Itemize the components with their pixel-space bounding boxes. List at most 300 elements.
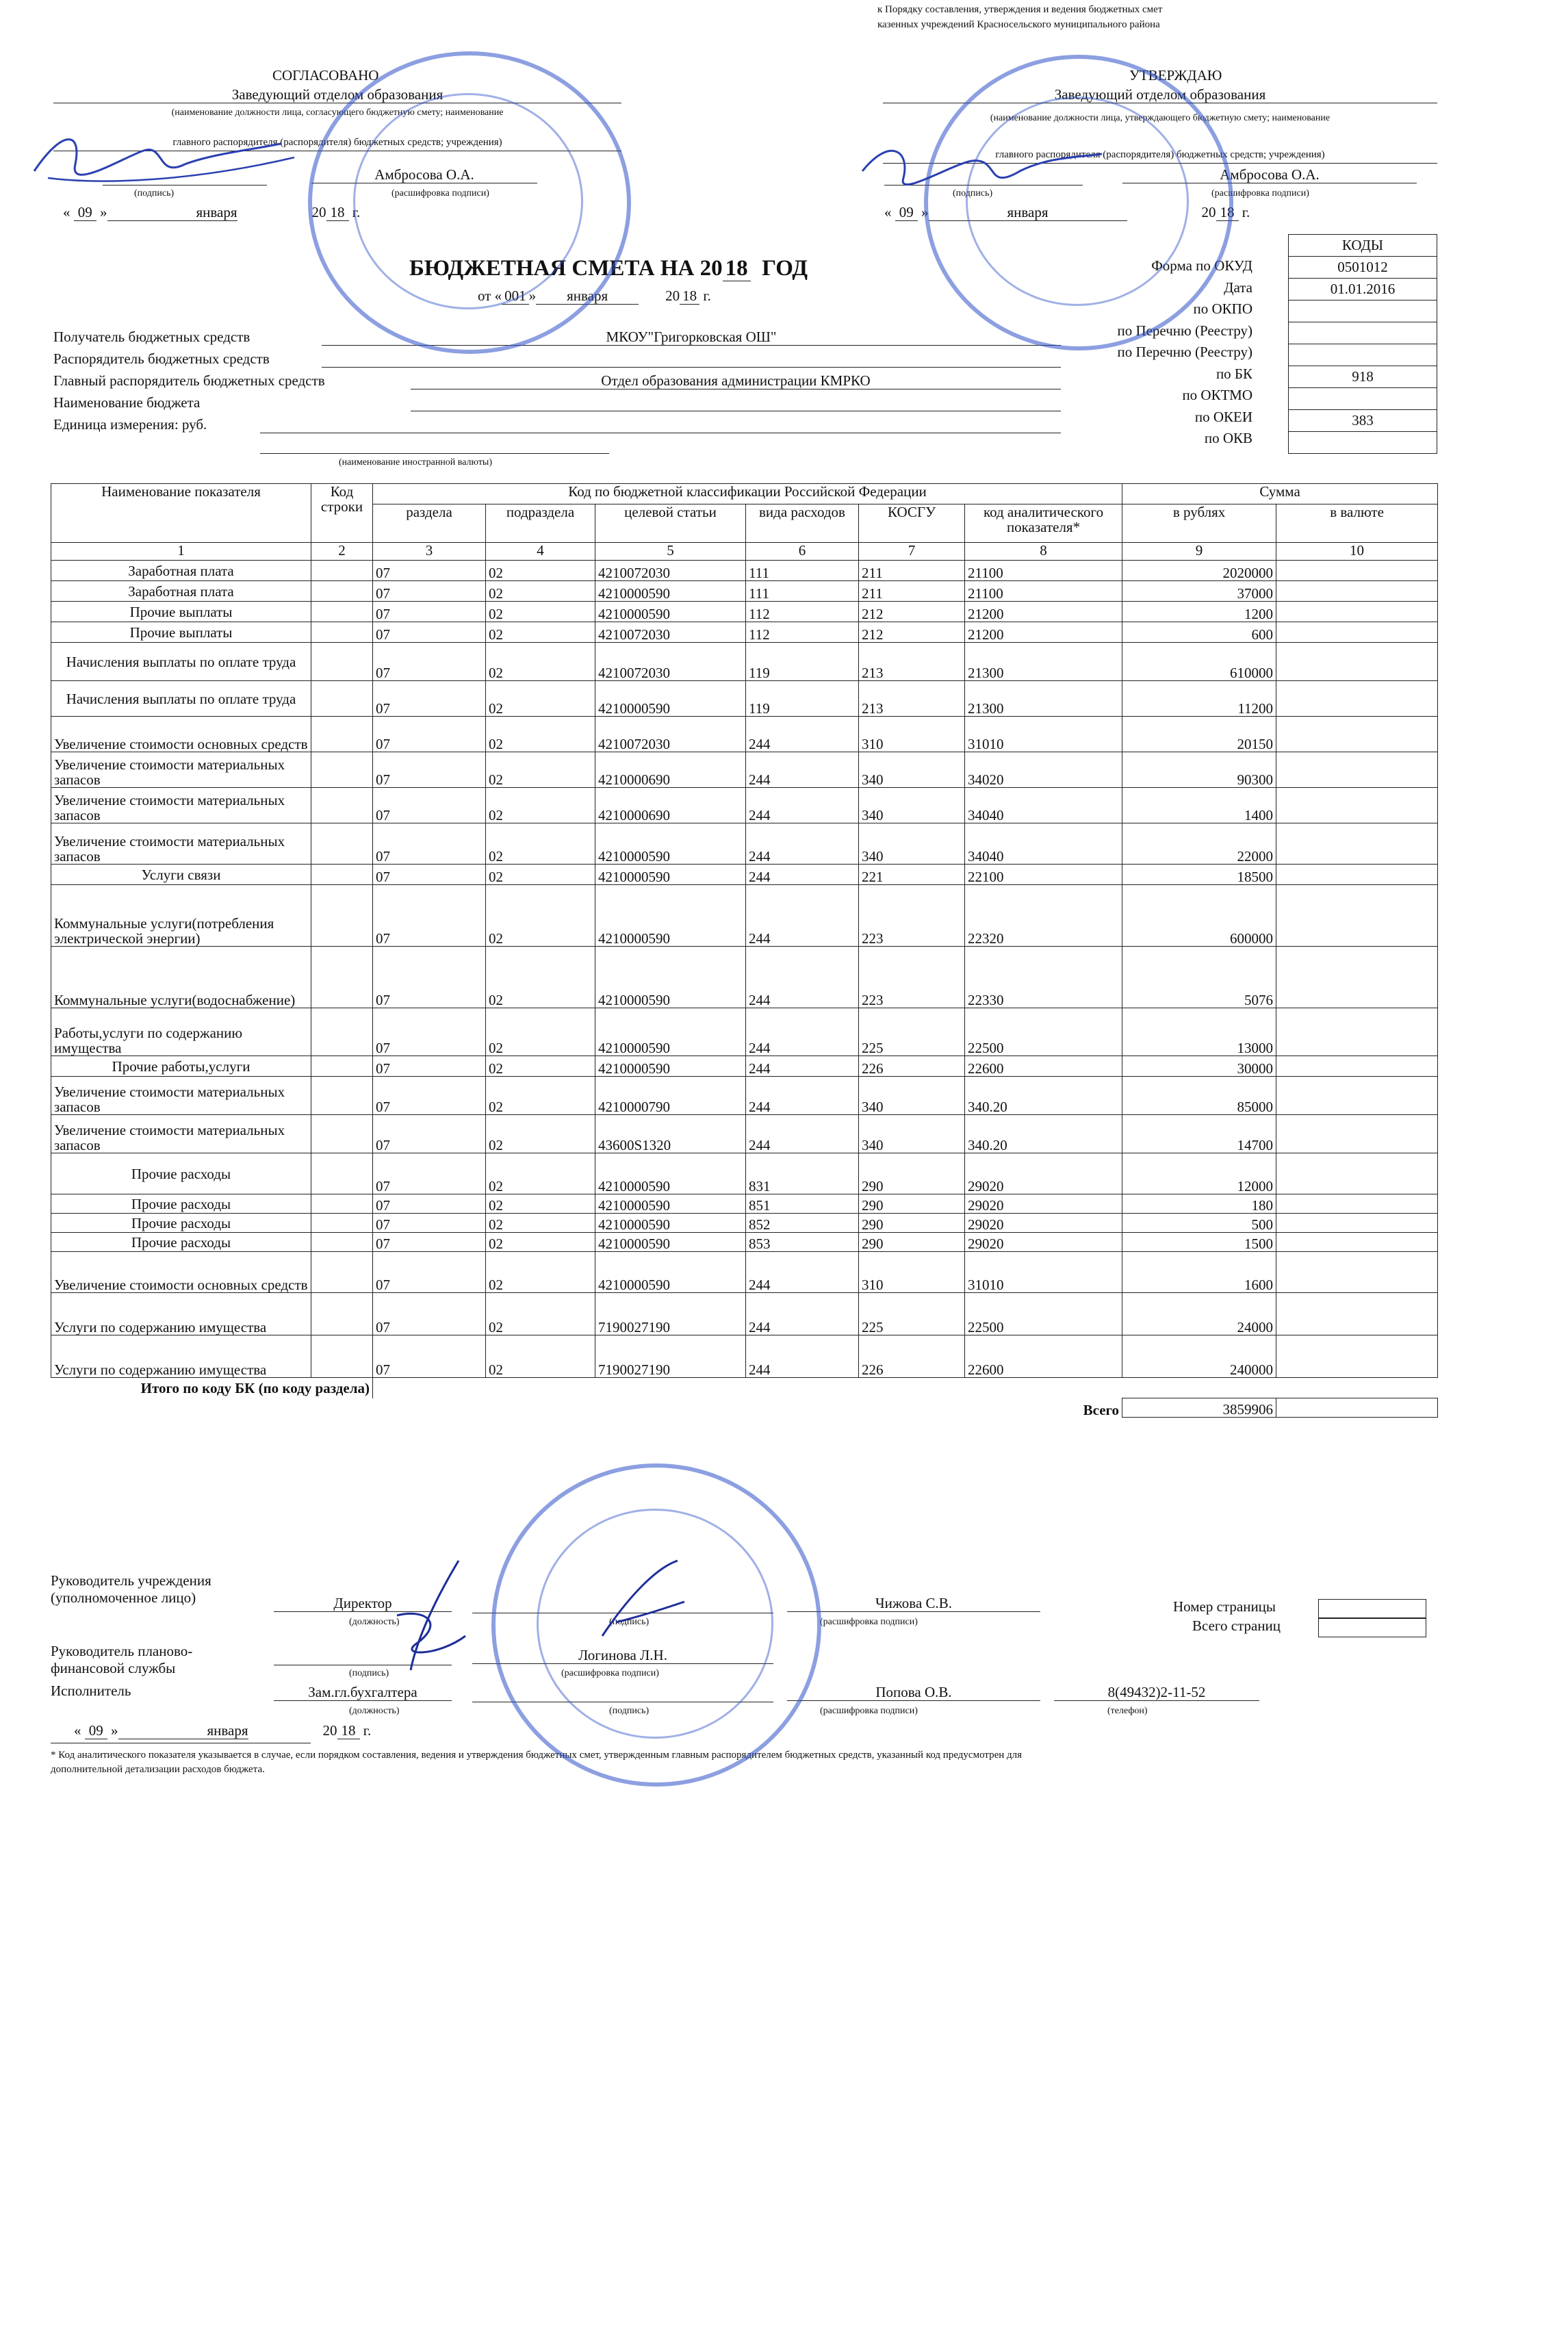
row-name: Прочие выплаты — [51, 602, 311, 622]
field-label-recipient: Получатель бюджетных средств — [53, 329, 250, 345]
row-sub: 02 — [486, 1214, 595, 1233]
row-exp: 244 — [746, 947, 859, 1008]
total-bk-label: Итого по коду БК (по коду раздела) — [51, 1378, 373, 1398]
table-row — [51, 1115, 1438, 1153]
grand-total-sum: 3859906 — [1122, 1398, 1276, 1418]
table-row — [51, 1214, 1438, 1233]
row-code — [311, 1115, 373, 1153]
code-value-bk: 918 — [1288, 366, 1437, 388]
exec-cap-position: (должность) — [349, 1706, 400, 1716]
row-sec: 07 — [373, 1008, 486, 1056]
code-label-okud: Форма по ОКУД — [1151, 257, 1252, 274]
row-sum-rub: 1600 — [1122, 1252, 1276, 1293]
row-sum-rub: 1500 — [1122, 1233, 1276, 1252]
table-row — [51, 885, 1438, 947]
row-target: 43600S1320 — [595, 1115, 746, 1153]
row-kosgu: 290 — [859, 1233, 965, 1252]
row-sub: 02 — [486, 1115, 595, 1153]
row-kosgu: 225 — [859, 1293, 965, 1335]
header-analytic: код аналитического показателя* — [965, 504, 1122, 543]
code-value-okei: 383 — [1288, 410, 1437, 432]
table-row — [51, 681, 1438, 717]
col-num-3: 3 — [373, 543, 486, 561]
row-code — [311, 788, 373, 823]
fin-cap-sign: (подпись) — [349, 1668, 389, 1678]
head-label-1: Руководитель учреждения — [51, 1572, 211, 1589]
page-number-label: Номер страницы — [1173, 1598, 1276, 1615]
exec-cap-sign: (подпись) — [609, 1706, 650, 1716]
row-name: Заработная плата — [51, 581, 311, 602]
row-sub: 02 — [486, 1252, 595, 1293]
row-name: Прочие расходы — [51, 1233, 311, 1252]
row-code — [311, 1194, 373, 1214]
sig-year-suffix: г. — [363, 1722, 372, 1739]
row-an: 34040 — [965, 788, 1122, 823]
header-expense-type: вида расходов — [746, 504, 859, 543]
row-kosgu: 310 — [859, 717, 965, 752]
row-target: 4210000590 — [595, 1056, 746, 1077]
seal-stamp-bottom — [491, 1463, 821, 1787]
row-kosgu: 340 — [859, 823, 965, 865]
grand-total-currency — [1276, 1398, 1438, 1418]
row-kosgu: 211 — [859, 581, 965, 602]
total-bk-empty — [1122, 1378, 1276, 1398]
row-target: 4210000690 — [595, 788, 746, 823]
row-sum-rub: 22000 — [1122, 823, 1276, 865]
col-num-10: 10 — [1276, 543, 1438, 561]
row-kosgu: 213 — [859, 643, 965, 681]
row-target: 7190027190 — [595, 1335, 746, 1378]
row-an: 34020 — [965, 752, 1122, 788]
total-bk-empty — [595, 1378, 746, 1398]
field-label-budget: Наименование бюджета — [53, 394, 201, 411]
field-value-budget — [411, 394, 1061, 411]
row-kosgu: 340 — [859, 1077, 965, 1115]
row-sum-currency — [1276, 1115, 1438, 1153]
row-an: 21200 — [965, 602, 1122, 622]
row-exp: 244 — [746, 865, 859, 885]
doc-date-month: января — [536, 287, 639, 305]
header-code: Код строки — [311, 484, 373, 543]
row-name: Увеличение стоимости материальных запасов — [51, 788, 311, 823]
fin-label-1: Руководитель планово- — [51, 1643, 193, 1659]
table-row — [51, 643, 1438, 681]
approved-month: января — [929, 204, 1127, 221]
row-sum-rub: 11200 — [1122, 681, 1276, 717]
row-exp: 119 — [746, 681, 859, 717]
total-bk-empty — [746, 1378, 859, 1398]
row-an: 29020 — [965, 1194, 1122, 1214]
agreed-signature-line — [103, 183, 267, 186]
row-name: Прочие выплаты — [51, 622, 311, 643]
doc-date-suffix: г. — [703, 287, 711, 304]
row-sum-rub: 610000 — [1122, 643, 1276, 681]
row-sum-currency — [1276, 643, 1438, 681]
row-sub: 02 — [486, 643, 595, 681]
table-row — [51, 561, 1438, 581]
row-sub: 02 — [486, 717, 595, 752]
table-row — [51, 1008, 1438, 1056]
row-name: Услуги связи — [51, 865, 311, 885]
row-exp: 244 — [746, 823, 859, 865]
row-sum-rub: 20150 — [1122, 717, 1276, 752]
head-cap-sign: (подпись) — [609, 1617, 650, 1627]
doc-date-prefix: от « — [478, 287, 502, 304]
row-target: 4210000590 — [595, 865, 746, 885]
row-sum-rub: 180 — [1122, 1194, 1276, 1214]
row-exp: 244 — [746, 885, 859, 947]
code-label-bk: по БК — [1216, 365, 1252, 382]
table-row — [51, 1233, 1438, 1252]
exec-name: Попова О.В. — [787, 1684, 1040, 1701]
row-sub: 02 — [486, 788, 595, 823]
row-sum-rub: 90300 — [1122, 752, 1276, 788]
fin-signature-line — [274, 1663, 452, 1665]
col-num-5: 5 — [595, 543, 746, 561]
row-kosgu: 310 — [859, 1252, 965, 1293]
row-sub: 02 — [486, 1008, 595, 1056]
row-an: 21300 — [965, 643, 1122, 681]
col-num-2: 2 — [311, 543, 373, 561]
row-sum-rub: 1400 — [1122, 788, 1276, 823]
row-sec: 07 — [373, 1077, 486, 1115]
row-sec: 07 — [373, 602, 486, 622]
agreed-year: 18 — [326, 204, 349, 221]
row-kosgu: 340 — [859, 752, 965, 788]
doc-title-suffix: ГОД — [762, 256, 808, 281]
row-sum-currency — [1276, 1056, 1438, 1077]
row-code — [311, 581, 373, 602]
doc-date-year-prefix: 20 — [665, 287, 680, 304]
row-name: Прочие расходы — [51, 1214, 311, 1233]
exec-position: Зам.гл.бухгалтера — [274, 1684, 452, 1701]
row-target: 4210072030 — [595, 643, 746, 681]
row-an: 29020 — [965, 1214, 1122, 1233]
row-target: 4210000590 — [595, 1153, 746, 1194]
currency-line — [260, 452, 609, 454]
table-row — [51, 865, 1438, 885]
approved-date: « 09 » января 20 18 г. — [884, 204, 1250, 220]
row-sum-rub: 13000 — [1122, 1008, 1276, 1056]
doc-title-text: БЮДЖЕТНАЯ СМЕТА НА 20 — [409, 256, 723, 281]
row-sec: 07 — [373, 681, 486, 717]
row-sec: 07 — [373, 1293, 486, 1335]
fin-name: Логинова Л.Н. — [472, 1647, 773, 1664]
footnote-line-2: дополнительной детализации расходов бюджета. — [51, 1764, 265, 1775]
row-sub: 02 — [486, 622, 595, 643]
row-code — [311, 602, 373, 622]
row-exp: 244 — [746, 1252, 859, 1293]
row-sec: 07 — [373, 643, 486, 681]
row-an: 31010 — [965, 1252, 1122, 1293]
row-kosgu: 290 — [859, 1214, 965, 1233]
row-an: 22100 — [965, 865, 1122, 885]
row-target: 4210000590 — [595, 1214, 746, 1233]
head-label-2: (уполномоченное лицо) — [51, 1589, 196, 1606]
row-target: 4210000790 — [595, 1077, 746, 1115]
head-name: Чижова С.В. — [787, 1595, 1040, 1612]
row-sub: 02 — [486, 1194, 595, 1214]
doc-title-year: 18 — [723, 256, 751, 281]
signature-approved — [856, 130, 1116, 212]
row-code — [311, 1252, 373, 1293]
row-name: Начисления выплаты по оплате труда — [51, 681, 311, 717]
row-kosgu: 212 — [859, 622, 965, 643]
row-sub: 02 — [486, 1335, 595, 1378]
signatures-date: « 09 » января 20 18 г. — [74, 1722, 372, 1739]
row-code — [311, 1214, 373, 1233]
row-sum-rub: 600000 — [1122, 885, 1276, 947]
row-target: 4210000590 — [595, 885, 746, 947]
row-sub: 02 — [486, 1077, 595, 1115]
field-label-manager: Распорядитель бюджетных средств — [53, 350, 270, 367]
exec-cap-name: (расшифровка подписи) — [820, 1706, 918, 1716]
row-target: 4210000590 — [595, 823, 746, 865]
row-sum-rub: 14700 — [1122, 1115, 1276, 1153]
row-sum-currency — [1276, 602, 1438, 622]
col-num-7: 7 — [859, 543, 965, 561]
pages-total-box — [1318, 1618, 1426, 1637]
row-sec: 07 — [373, 1335, 486, 1378]
header-currency: в валюте — [1276, 504, 1438, 543]
header-note-line-1: к Порядку составления, утверждения и ведения бюджетных смет — [877, 4, 1163, 15]
agreed-cap-name: (расшифровка подписи) — [391, 188, 489, 199]
header-subsection: подраздела — [486, 504, 595, 543]
header-name: Наименование показателя — [51, 484, 311, 543]
agreed-day: 09 — [74, 204, 97, 221]
row-sub: 02 — [486, 1153, 595, 1194]
row-sum-rub: 12000 — [1122, 1153, 1276, 1194]
row-exp: 111 — [746, 561, 859, 581]
row-sec: 07 — [373, 1214, 486, 1233]
row-sec: 07 — [373, 561, 486, 581]
row-an: 22500 — [965, 1293, 1122, 1335]
row-sec: 07 — [373, 1233, 486, 1252]
field-value-unit — [260, 416, 1061, 433]
agreed-date: « 09 » января 20 18 г. — [63, 204, 361, 220]
table-row — [51, 602, 1438, 622]
row-an: 22500 — [965, 1008, 1122, 1056]
code-labels — [1117, 255, 1252, 450]
row-code — [311, 681, 373, 717]
row-code — [311, 643, 373, 681]
agreed-title: СОГЛАСОВАНО — [272, 67, 379, 84]
row-code — [311, 865, 373, 885]
exec-cap-phone: (телефон) — [1107, 1706, 1148, 1716]
row-sum-currency — [1276, 1194, 1438, 1214]
total-bk-empty — [486, 1378, 595, 1398]
signature-fin — [589, 1554, 698, 1650]
row-an: 22600 — [965, 1335, 1122, 1378]
fin-cap-name: (расшифровка подписи) — [561, 1668, 659, 1678]
total-bk-empty — [1276, 1378, 1438, 1398]
grand-total-label: Всего — [1083, 1401, 1120, 1418]
row-code — [311, 622, 373, 643]
table-row — [51, 1335, 1438, 1378]
row-sum-rub: 37000 — [1122, 581, 1276, 602]
row-sec: 07 — [373, 1194, 486, 1214]
agreed-month: января — [107, 204, 237, 221]
sig-day: 09 — [85, 1722, 107, 1739]
row-sum-currency — [1276, 622, 1438, 643]
row-target: 4210000590 — [595, 947, 746, 1008]
table-row — [51, 1056, 1438, 1077]
budget-table-body — [51, 561, 1438, 1418]
code-value-date: 01.01.2016 — [1288, 279, 1437, 300]
doc-date — [478, 287, 711, 305]
table-row — [51, 581, 1438, 602]
row-an: 22600 — [965, 1056, 1122, 1077]
code-label-registry-2: по Перечню (Реестру) — [1117, 344, 1252, 360]
agreed-year-suffix: г. — [352, 204, 361, 220]
header-numbers-row — [51, 543, 1438, 561]
row-kosgu: 223 — [859, 947, 965, 1008]
header-target: целевой статьи — [595, 504, 746, 543]
row-sum-currency — [1276, 1252, 1438, 1293]
row-sum-currency — [1276, 717, 1438, 752]
row-code — [311, 1077, 373, 1115]
row-name: Прочие расходы — [51, 1153, 311, 1194]
row-kosgu: 221 — [859, 865, 965, 885]
row-target: 4210000590 — [595, 1008, 746, 1056]
row-sum-currency — [1276, 561, 1438, 581]
row-sum-currency — [1276, 947, 1438, 1008]
field-value-recipient: МКОУ"Григорковская ОШ" — [322, 329, 1061, 346]
sig-year-prefix: 20 — [322, 1722, 337, 1739]
row-kosgu: 340 — [859, 788, 965, 823]
approved-year: 18 — [1216, 204, 1239, 221]
header-note-line-2: казенных учреждений Красносельского муниципального района — [877, 19, 1160, 30]
row-sum-rub: 30000 — [1122, 1056, 1276, 1077]
row-sum-currency — [1276, 865, 1438, 885]
row-sub: 02 — [486, 865, 595, 885]
doc-date-mid: » — [528, 287, 537, 304]
pages-total-label: Всего страниц — [1192, 1617, 1281, 1634]
row-name: Увеличение стоимости основных средств — [51, 1252, 311, 1293]
code-value-okv — [1288, 432, 1437, 454]
row-target: 4210000590 — [595, 1233, 746, 1252]
row-an: 29020 — [965, 1153, 1122, 1194]
row-code — [311, 947, 373, 1008]
total-bk-empty — [965, 1378, 1122, 1398]
row-sec: 07 — [373, 581, 486, 602]
agreed-cap-sign: (подпись) — [134, 188, 175, 199]
row-code — [311, 717, 373, 752]
code-value-okpo — [1288, 300, 1437, 322]
row-name: Начисления выплаты по оплате труда — [51, 643, 311, 681]
row-sum-currency — [1276, 752, 1438, 788]
footnote-line-1: * Код аналитического показателя указывается в случае, если порядком составления, ведения и утверждения бюджетных смет, утвержденным главным распорядителем бюджетных средств, указанный код предусмотрен для — [51, 1750, 1023, 1761]
approved-title: УТВЕРЖДАЮ — [1129, 67, 1222, 84]
row-name: Прочие работы,услуги — [51, 1056, 311, 1077]
col-num-6: 6 — [746, 543, 859, 561]
row-sec: 07 — [373, 717, 486, 752]
codes-box — [1288, 234, 1437, 454]
row-code — [311, 885, 373, 947]
row-name: Увеличение стоимости материальных запасов — [51, 752, 311, 788]
row-code — [311, 561, 373, 581]
row-sum-currency — [1276, 1077, 1438, 1115]
row-target: 4210072030 — [595, 717, 746, 752]
col-num-1: 1 — [51, 543, 311, 561]
row-exp: 851 — [746, 1194, 859, 1214]
row-code — [311, 1008, 373, 1056]
row-name: Увеличение стоимости основных средств — [51, 717, 311, 752]
row-sub: 02 — [486, 681, 595, 717]
table-row — [51, 1293, 1438, 1335]
row-code — [311, 1335, 373, 1378]
row-exp: 244 — [746, 1056, 859, 1077]
code-value-registry-2 — [1288, 344, 1437, 366]
row-kosgu: 213 — [859, 681, 965, 717]
doc-title — [409, 255, 808, 282]
code-label-date: Дата — [1224, 279, 1252, 296]
row-sub: 02 — [486, 947, 595, 1008]
row-name: Заработная плата — [51, 561, 311, 581]
row-sum-rub: 2020000 — [1122, 561, 1276, 581]
row-exp: 244 — [746, 1115, 859, 1153]
header-budget-classification: Код по бюджетной классификации Российской Федерации — [373, 484, 1122, 504]
row-sub: 02 — [486, 823, 595, 865]
header-sum: Сумма — [1122, 484, 1438, 504]
row-an: 21100 — [965, 581, 1122, 602]
row-sum-currency — [1276, 1233, 1438, 1252]
table-row — [51, 788, 1438, 823]
row-code — [311, 1233, 373, 1252]
row-kosgu: 212 — [859, 602, 965, 622]
row-exp: 112 — [746, 622, 859, 643]
row-sum-currency — [1276, 1008, 1438, 1056]
row-code — [311, 1293, 373, 1335]
head-cap-name: (расшифровка подписи) — [820, 1617, 918, 1627]
row-sum-currency — [1276, 581, 1438, 602]
row-sum-rub: 600 — [1122, 622, 1276, 643]
approved-caption-1: (наименование должности лица, утверждающего бюджетную смету; наименование — [990, 113, 1331, 123]
row-target: 4210000590 — [595, 602, 746, 622]
row-an: 29020 — [965, 1233, 1122, 1252]
row-name: Коммунальные услуги(потребления электрической энергии) — [51, 885, 311, 947]
row-name: Коммунальные услуги(водоснабжение) — [51, 947, 311, 1008]
row-target: 7190027190 — [595, 1293, 746, 1335]
header-kosgu: КОСГУ — [859, 504, 965, 543]
row-exp: 119 — [746, 643, 859, 681]
row-exp: 852 — [746, 1214, 859, 1233]
row-sum-currency — [1276, 823, 1438, 865]
row-target: 4210000590 — [595, 681, 746, 717]
table-row — [51, 1252, 1438, 1293]
row-kosgu: 290 — [859, 1153, 965, 1194]
grand-total-row — [51, 1398, 1438, 1418]
table-row — [51, 823, 1438, 865]
row-sum-rub: 24000 — [1122, 1293, 1276, 1335]
row-sec: 07 — [373, 752, 486, 788]
seal-inner-ring-bottom — [537, 1509, 773, 1739]
code-value-oktmo — [1288, 388, 1437, 410]
row-exp: 831 — [746, 1153, 859, 1194]
row-sum-rub: 85000 — [1122, 1077, 1276, 1115]
row-sec: 07 — [373, 823, 486, 865]
row-an: 21300 — [965, 681, 1122, 717]
table-row — [51, 1153, 1438, 1194]
code-label-okv: по ОКВ — [1204, 430, 1252, 446]
sig-year: 18 — [337, 1722, 360, 1739]
doc-date-year: 18 — [680, 287, 699, 305]
row-sub: 02 — [486, 1293, 595, 1335]
agreed-name: Амбросова О.А. — [311, 166, 537, 183]
row-target: 4210000590 — [595, 1194, 746, 1214]
page-number-box — [1318, 1599, 1426, 1618]
row-exp: 112 — [746, 602, 859, 622]
